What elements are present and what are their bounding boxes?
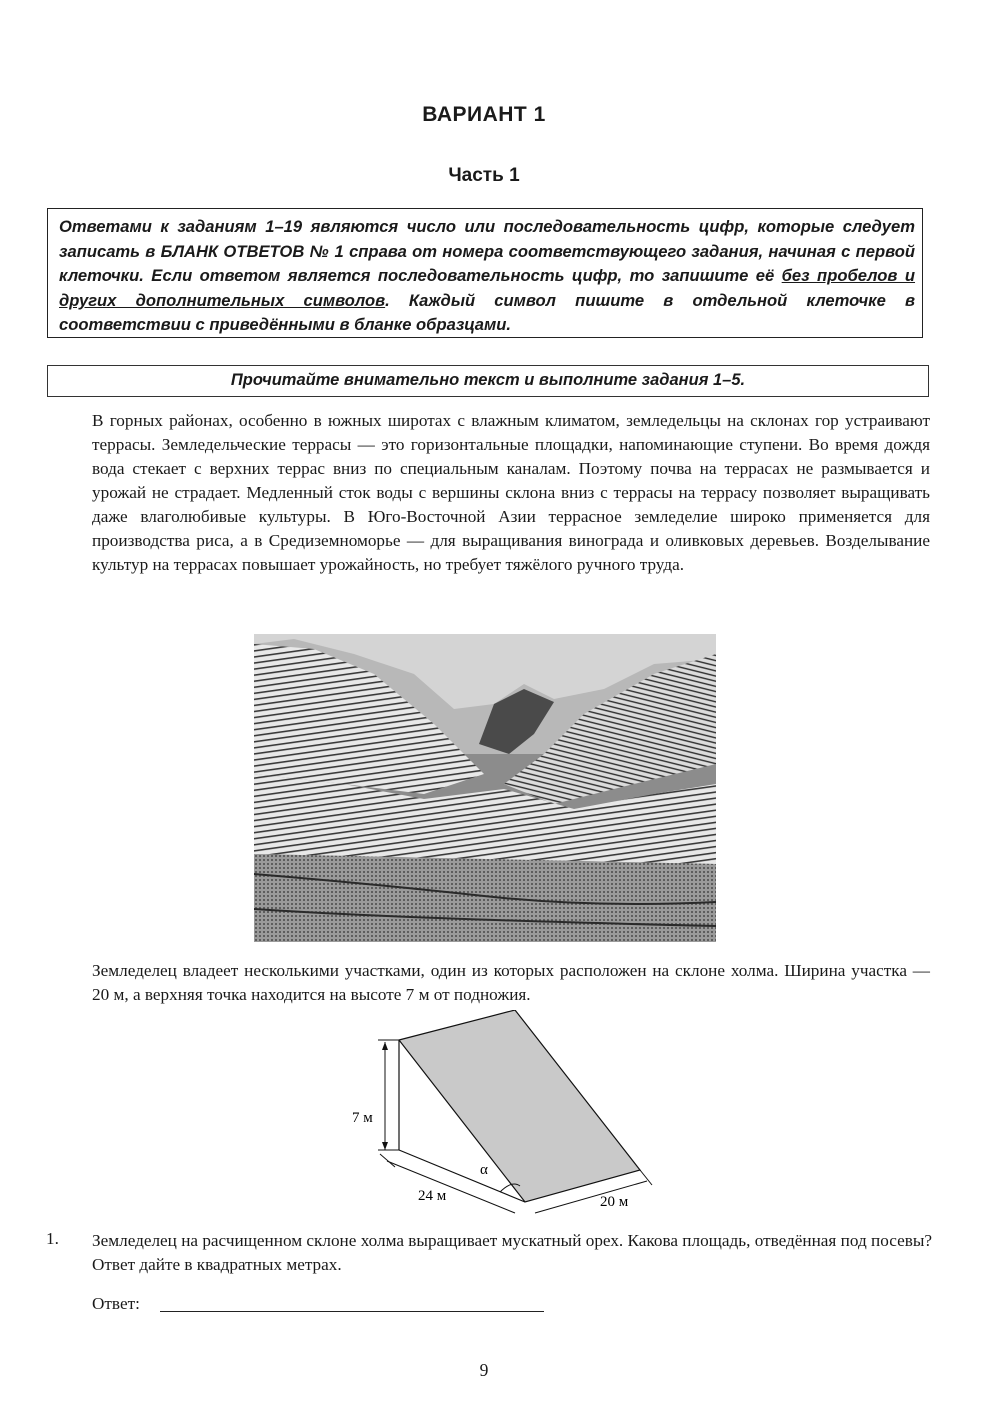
question-text: Земледелец на расчищенном склоне холма выращивает мускатный орех. Какова площадь, отведённая под посевы? Ответ дайте в квадратных метрах. [92,1231,932,1274]
answer-label: Ответ: [92,1294,140,1313]
terrace-photo [254,634,716,942]
angle-label: α [480,1162,488,1178]
plot-parallelogram [399,1010,640,1202]
question-number: 1. [46,1229,59,1248]
height-label: 7 м [352,1110,373,1126]
instructions-box [47,208,923,338]
read-instruction: Прочитайте внимательно текст и выполните задания 1–5. [47,365,929,397]
instructions-underlined: без пробелов и других дополнительных символов [59,266,916,310]
page-number: 9 [479,1360,489,1380]
base-label: 24 м [418,1188,447,1204]
height-dim-arrow-bottom [382,1142,388,1150]
base-dim-line [387,1161,515,1213]
instructions-text-start: Ответами к заданиям 1–19 являются число или последовательность цифр, которые следует записать в БЛАНК ОТВЕТОВ № 1 справа от номера соответствующего задания, начиная с первой клеточки. Если ответом является последовательность цифр, то запишите её [59,217,915,286]
answer-field[interactable] [160,1311,544,1312]
variant-title: ВАРИАНТ 1 [422,103,546,126]
height-dim-arrow-top [382,1042,388,1050]
width-label: 20 м [600,1194,629,1210]
passage-paragraph-1: В горных районах, особенно в южных широтах с влажным климатом, земледельцы на склонах гор устраивают террасы. Земледельческие террасы — это горизонтальные площадки, напоминающие ступени. Во время дождя вода стекает с верхних террас вниз по специальным каналам. Поэтому почва на террасах не размывается и урожай не страдает. Медленный сток воды с вершины склона вниз с террасы на террасу позволяет выращивать даже влаголюбивые культуры. В Юго-Восточной Азии террасное земледелие широко применяется для производства риса, а в Средиземноморье — для выращивания винограда и оливковых деревьев. Возделывание культур на террасах повышает урожайность, но требует тяжёлого ручного труда. [92,411,930,574]
part-title: Часть 1 [448,165,520,186]
passage-paragraph-2: Земледелец владеет несколькими участками, один из которых расположен на склоне холма. Ширина участка — 20 м, а верхняя точка находится на высоте 7 м от подножия. [92,961,930,1004]
slope-diagram [340,1010,660,1215]
instructions-text-end: . Каждый символ пишите в отдельной клеточке в соответствии с приведёнными в бланке образцами. [59,290,915,335]
base-dim-start-tick [380,1154,395,1167]
